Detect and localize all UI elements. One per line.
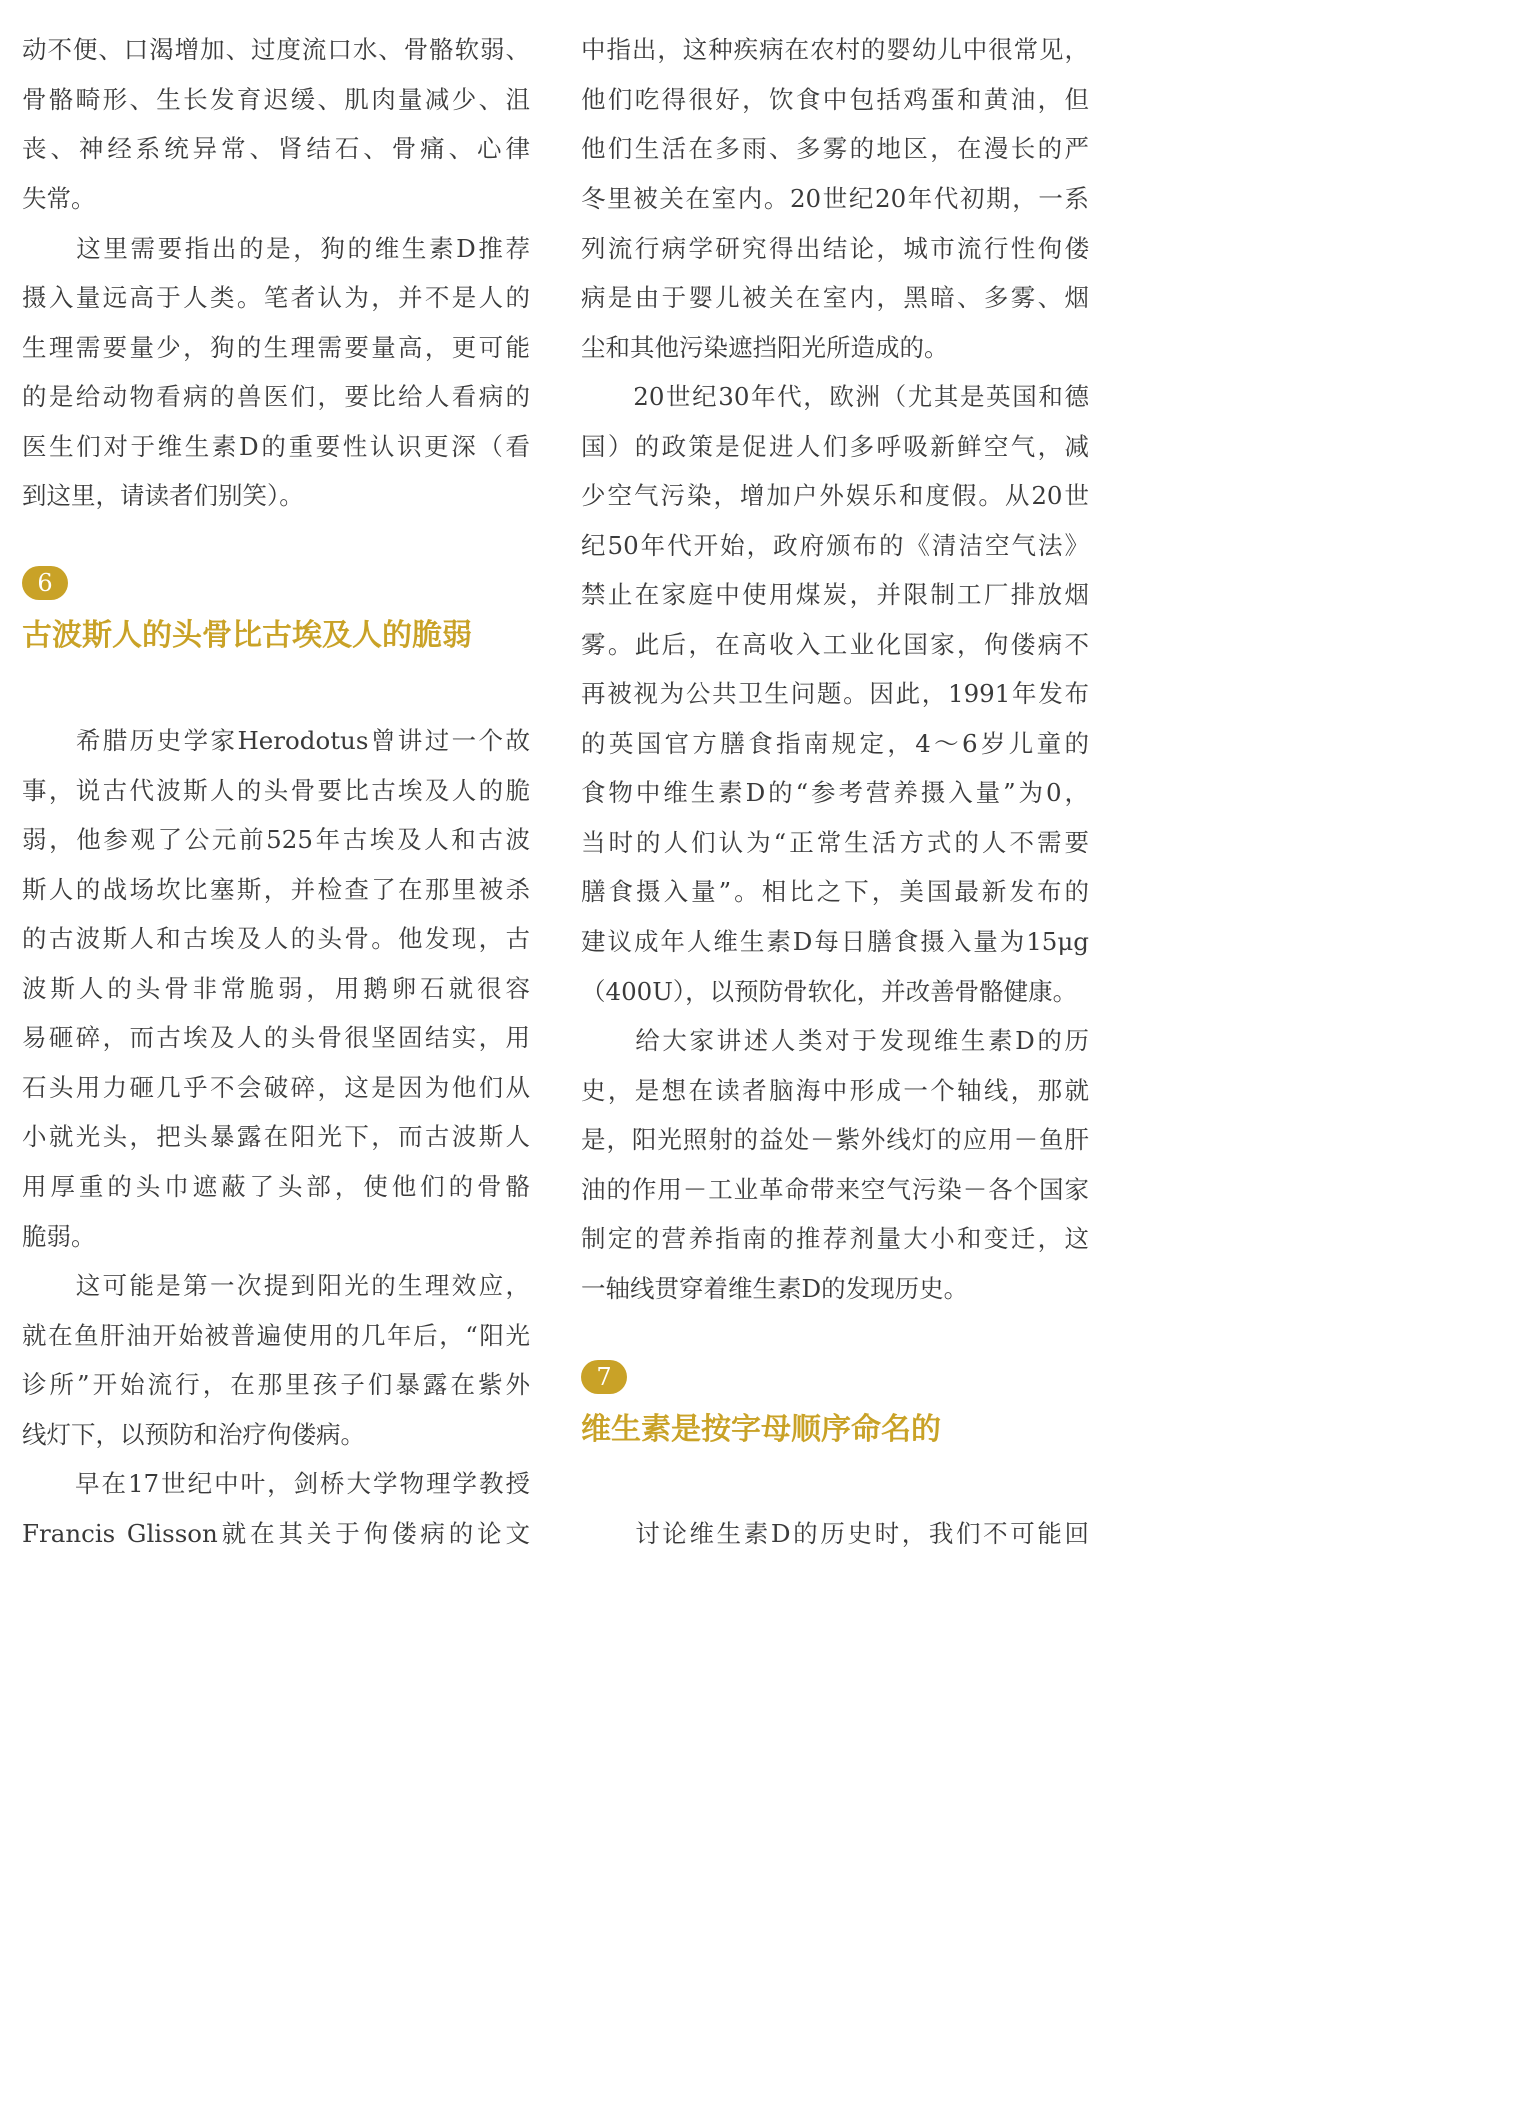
text-line: 建议成年人维生素D每日膳食摄入量为15μg [581,927,1089,956]
text-line: 到这里，请读者们别笑）。 [22,481,304,510]
text-line: 少空气污染，增加户外娱乐和度假。从20世 [581,481,1089,510]
text-line: 当时的人们认为“正常生活方式的人不需要 [581,828,1089,857]
section-heading: 维生素是按字母顺序命名的 [581,1412,941,1447]
text-line: 的英国官方膳食指南规定，4～6岁儿童的 [581,729,1089,758]
text-line: 的古波斯人和古埃及人的头骨。他发现，古 [22,924,530,953]
text-line: 这可能是第一次提到阳光的生理效应， [22,1271,530,1300]
text-line: 雾。此后，在高收入工业化国家，佝偻病不 [581,630,1089,659]
text-line: 骨骼畸形、生长发育迟缓、肌肉量减少、沮 [22,85,530,114]
text-line: 动不便、口渴增加、过度流口水、骨骼软弱、 [22,35,530,64]
text-line: 他们吃得很好，饮食中包括鸡蛋和黄油，但 [581,85,1089,114]
text-line: 线灯下，以预防和治疗佝偻病。 [22,1420,365,1449]
text-line: 是，阳光照射的益处－紫外线灯的应用－鱼肝 [581,1125,1089,1154]
text-line: 纪50年代开始，政府颁布的《清洁空气法》 [581,531,1089,560]
text-line: 用厚重的头巾遮蔽了头部，使他们的骨骼 [22,1172,530,1201]
text-line: 摄入量远高于人类。笔者认为，并不是人的 [22,283,530,312]
text-line: 给大家讲述人类对于发现维生素D的历 [581,1026,1089,1055]
text-line: 20世纪30年代，欧洲（尤其是英国和德 [581,382,1089,411]
text-line: 早在17世纪中叶，剑桥大学物理学教授 [22,1469,530,1498]
text-line: 事，说古代波斯人的头骨要比古埃及人的脆 [22,776,530,805]
section-number-badge: 6 [22,566,68,600]
text-line: 小就光头，把头暴露在阳光下，而古波斯人 [22,1122,530,1151]
text-line: 他们生活在多雨、多雾的地区，在漫长的严 [581,134,1089,163]
text-line: 尘和其他污染遮挡阳光所造成的。 [581,333,949,362]
text-line: 病是由于婴儿被关在室内，黑暗、多雾、烟 [581,283,1089,312]
text-line: 失常。 [22,184,96,213]
section-heading: 古波斯人的头骨比古埃及人的脆弱 [22,618,472,653]
section-number-badge: 7 [581,1360,627,1394]
text-line: 讨论维生素D的历史时，我们不可能回 [581,1519,1089,1548]
text-line: 波斯人的头骨非常脆弱，用鹅卵石就很容 [22,974,530,1003]
text-line: 脆弱。 [22,1222,96,1251]
text-line: 史，是想在读者脑海中形成一个轴线，那就 [581,1076,1089,1105]
text-line: 食物中维生素D的“参考营养摄入量”为0， [581,778,1089,807]
text-line: 中指出，这种疾病在农村的婴幼儿中很常见， [581,35,1089,64]
text-line: 生理需要量少，狗的生理需要量高，更可能 [22,333,530,362]
text-line: 诊所”开始流行，在那里孩子们暴露在紫外 [22,1370,530,1399]
text-line: Francis Glisson就在其关于佝偻病的论文 [22,1519,530,1548]
text-line: 医生们对于维生素D的重要性认识更深（看 [22,432,530,461]
text-line: （400U），以预防骨软化，并改善骨骼健康。 [581,977,1078,1006]
text-line: 国）的政策是促进人们多呼吸新鲜空气，减 [581,432,1089,461]
text-line: 制定的营养指南的推荐剂量大小和变迁，这 [581,1224,1089,1253]
text-line: 丧、神经系统异常、肾结石、骨痛、心律 [22,134,530,163]
text-line: 列流行病学研究得出结论，城市流行性佝偻 [581,234,1089,263]
text-line: 禁止在家庭中使用煤炭，并限制工厂排放烟 [581,580,1089,609]
text-line: 冬里被关在室内。20世纪20年代初期，一系 [581,184,1089,213]
text-line: 就在鱼肝油开始被普遍使用的几年后，“阳光 [22,1321,530,1350]
text-line: 一轴线贯穿着维生素D的发现历史。 [581,1274,969,1303]
text-line: 再被视为公共卫生问题。因此，1991年发布 [581,679,1089,708]
text-line: 膳食摄入量”。相比之下，美国最新发布的 [581,877,1089,906]
text-line: 这里需要指出的是，狗的维生素D推荐 [22,234,530,263]
text-line: 希腊历史学家Herodotus曾讲过一个故 [22,726,530,755]
text-line: 弱，他参观了公元前525年古埃及人和古波 [22,825,530,854]
text-line: 的是给动物看病的兽医们，要比给人看病的 [22,382,530,411]
text-line: 油的作用－工业革命带来空气污染－各个国家 [581,1175,1089,1204]
text-line: 斯人的战场坎比塞斯，并检查了在那里被杀 [22,875,530,904]
text-line: 易砸碎，而古埃及人的头骨很坚固结实，用 [22,1023,530,1052]
text-line: 石头用力砸几乎不会破碎，这是因为他们从 [22,1073,530,1102]
